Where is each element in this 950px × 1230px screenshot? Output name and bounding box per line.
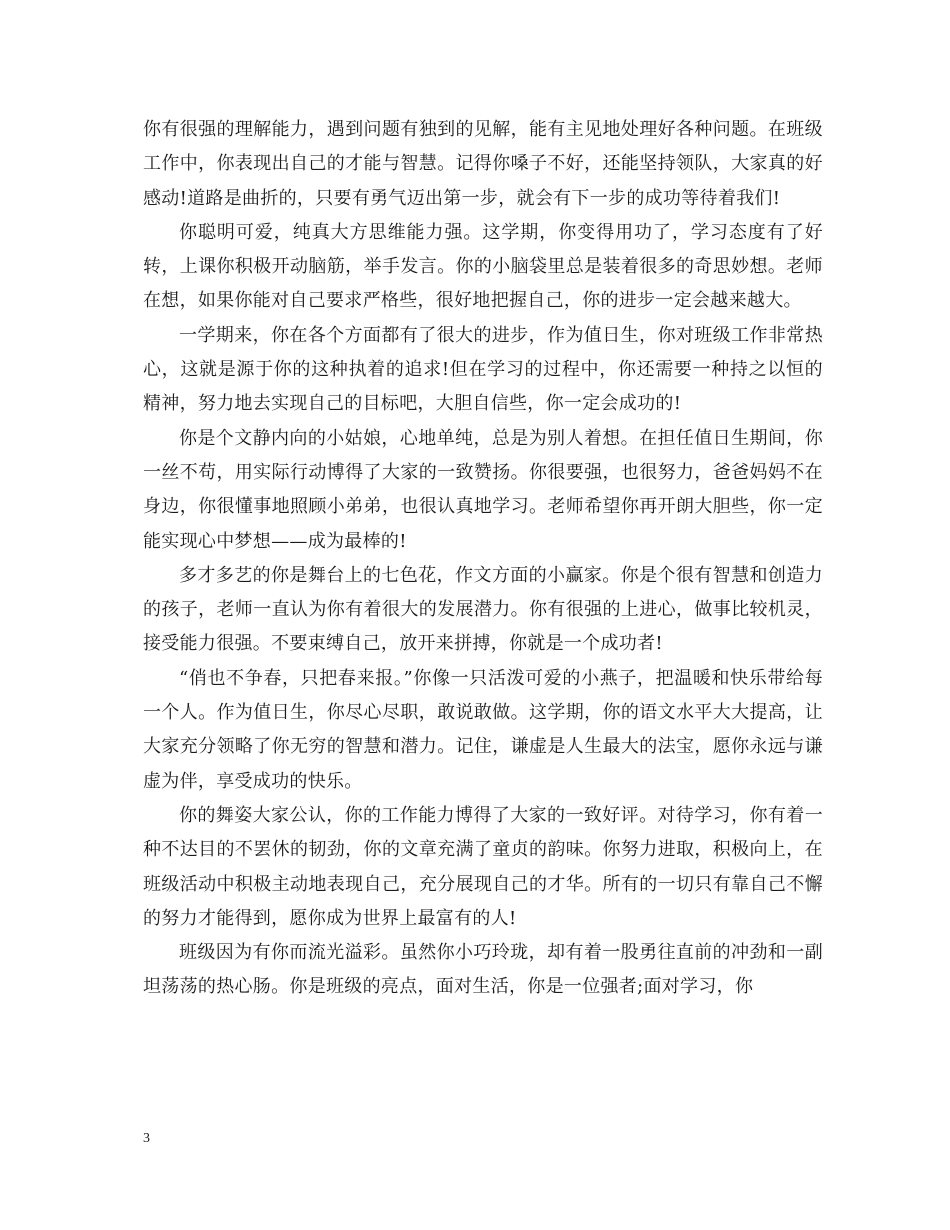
- page-number: 3: [143, 1131, 150, 1146]
- paragraph-6: “俏也不争春，只把春来报。”你像一只活泼可爱的小燕子，把温暖和快乐带给每一个人。作为值日生，你尽心尽职，敢说敢做。这学期，你的语文水平大大提高，让大家充分领略了你无穷的智慧和潜力。记住，谦虚是人生最大的法宝，愿你永远与谦虚为伴，享受成功的快乐。: [143, 667, 823, 792]
- paragraph-7: 你的舞姿大家公认，你的工作能力博得了大家的一致好评。对待学习，你有着一种不达目的不罢休的韧劲，你的文章充满了童贞的韵味。你努力进取，积极向上，在班级活动中积极主动地表现自己，充分展现自己的才华。所有的一切只有靠自己不懈的努力才能得到，愿你成为世界上最富有的人!: [143, 804, 823, 929]
- paragraph-4: 你是个文静内向的小姑娘，心地单纯，总是为别人着想。在担任值日生期间，你一丝不苟，用实际行动博得了大家的一致赞扬。你很要强，也很努力，爸爸妈妈不在身边，你很懂事地照顾小弟弟，也很认真地学习。老师希望你再开朗大胆些，你一定能实现心中梦想——成为最棒的!: [143, 427, 823, 552]
- paragraph-5: 多才多艺的你是舞台上的七色花，作文方面的小赢家。你是个很有智慧和创造力的孩子，老师一直认为你有着很大的发展潜力。你有很强的上进心，做事比较机灵，接受能力很强。不要束缚自己，放开来拼搏，你就是一个成功者!: [143, 564, 823, 655]
- paragraph-2: 你聪明可爱，纯真大方思维能力强。这学期，你变得用功了，学习态度有了好转，上课你积极开动脑筋，举手发言。你的小脑袋里总是装着很多的奇思妙想。老师在想，如果你能对自己要求严格些，很好地把握自己，你的进步一定会越来越大。: [143, 221, 823, 312]
- paragraph-3: 一学期来，你在各个方面都有了很大的进步，作为值日生，你对班级工作非常热心，这就是源于你的这种执着的追求!但在学习的过程中，你还需要一种持之以恒的精神，努力地去实现自己的目标吧，大胆自信些，你一定会成功的!: [143, 324, 823, 415]
- paragraph-1: 你有很强的理解能力，遇到问题有独到的见解，能有主见地处理好各种问题。在班级工作中，你表现出自己的才能与智慧。记得你嗓子不好，还能坚持领队，大家真的好感动!道路是曲折的，只要有勇气迈出第一步，就会有下一步的成功等待着我们!: [143, 119, 823, 209]
- document-body: [143, 113, 823, 1005]
- paragraph-8: 班级因为有你而流光溢彩。虽然你小巧玲珑，却有着一股勇往直前的冲劲和一副坦荡荡的热心肠。你是班级的亮点，面对生活，你是一位强者;面对学习，你: [143, 942, 823, 998]
